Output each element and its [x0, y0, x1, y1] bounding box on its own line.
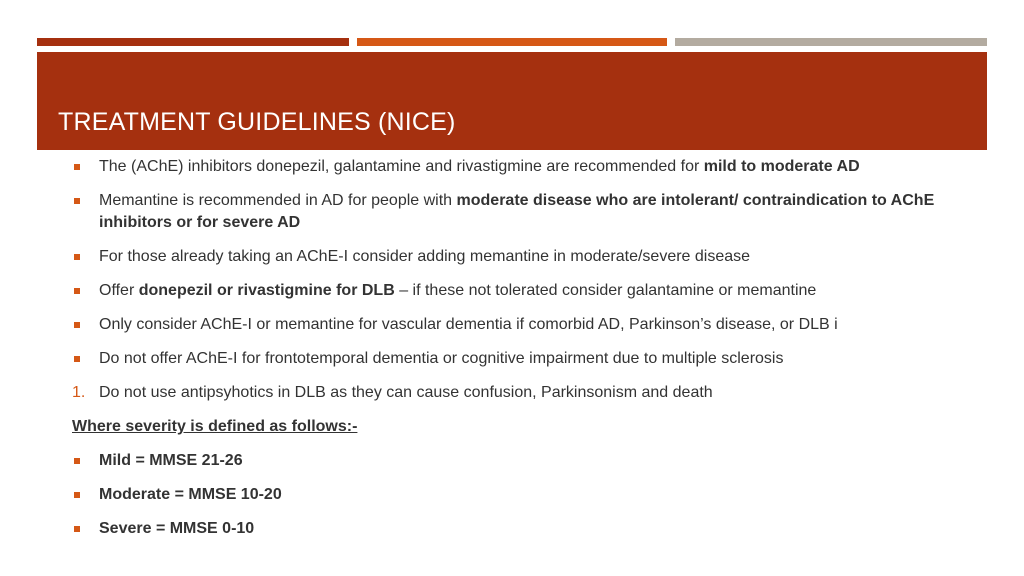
bullet-item [72, 156, 972, 178]
severity-item [72, 518, 972, 540]
bullet-item [72, 348, 972, 370]
square-bullet-icon [74, 322, 80, 328]
item-text: Do not offer AChE-I for frontotemporal dementia or cognitive impairment due to multiple sclerosis [99, 350, 784, 367]
item-text: Offer [99, 282, 139, 299]
top-accent-bars [37, 38, 987, 46]
square-bullet-icon [74, 356, 80, 362]
accent-bar-gray [675, 38, 987, 46]
square-bullet-icon [74, 526, 80, 532]
slide-content [72, 156, 972, 552]
square-bullet-icon [74, 198, 80, 204]
severity-item [72, 484, 972, 506]
bullet-item [72, 314, 972, 336]
severity-item [72, 450, 972, 472]
severity-heading: Where severity is defined as follows:- [72, 418, 358, 435]
item-text: Do not use antipsyhotics in DLB as they can cause confusion, Parkinsonism and death [99, 384, 713, 401]
item-text: For those already taking an AChE-I consider adding memantine in moderate/severe disease [99, 248, 751, 265]
severity-text: Moderate = MMSE 10-20 [99, 486, 282, 503]
square-bullet-icon [74, 164, 80, 170]
square-bullet-icon [74, 254, 80, 260]
title-banner [37, 52, 987, 150]
item-text: Memantine is recommended in AD for people with [99, 192, 457, 209]
item-emphasis: mild to moderate AD [703, 158, 860, 175]
item-text: Only consider AChE-I or memantine for vascular dementia if comorbid AD, Parkinson’s disease, or DLB i [99, 316, 838, 333]
bullet-item [72, 190, 972, 234]
square-bullet-icon [74, 288, 80, 294]
slide-title: TREATMENT GUIDELINES (NICE) [58, 108, 456, 136]
accent-bar-orange [357, 38, 667, 46]
item-text: The (AChE) inhibitors donepezil, galantamine and rivastigmine are recommended for [99, 158, 704, 175]
numbered-item [72, 382, 972, 404]
square-bullet-icon [74, 458, 80, 464]
square-bullet-icon [74, 492, 80, 498]
item-text-after: – if these not tolerated consider galantamine or memantine [394, 282, 817, 299]
bullet-item [72, 280, 972, 302]
severity-text: Mild = MMSE 21-26 [99, 452, 243, 469]
severity-text: Severe = MMSE 0-10 [99, 520, 255, 537]
item-number: 1. [72, 384, 86, 401]
bullet-item [72, 246, 972, 268]
item-emphasis: donepezil or rivastigmine for DLB [138, 282, 395, 299]
accent-bar-dark-red [37, 38, 349, 46]
item-emphasis: moderate disease who are intolerant/ contraindication to AChE inhibitors or for severe AD [99, 192, 935, 231]
